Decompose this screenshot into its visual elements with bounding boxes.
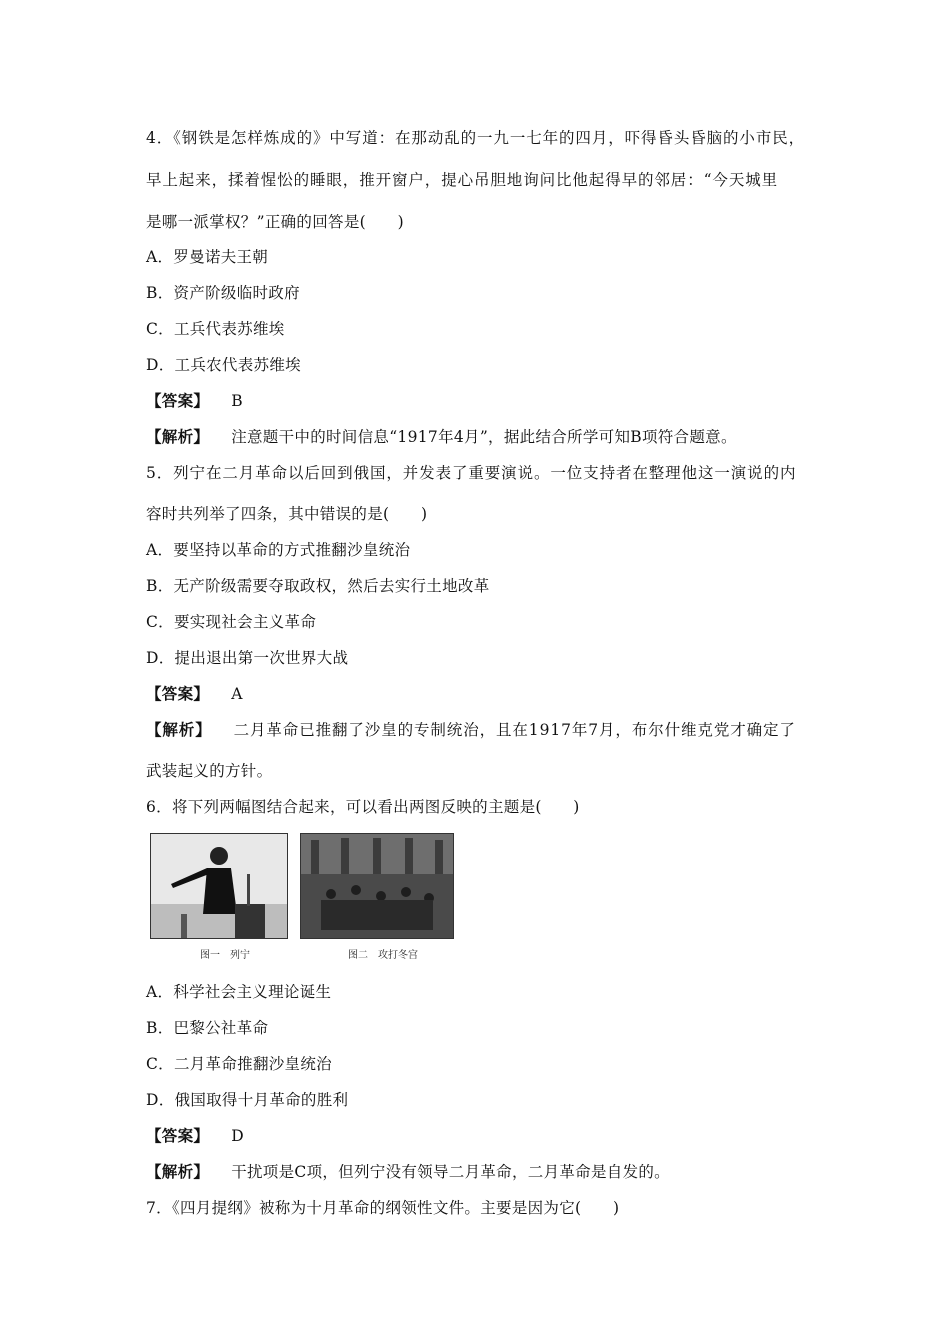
answer-value: D [231, 1127, 244, 1145]
q7-stem-line-1: 7．《四月提纲》被称为十月革命的纲领性文件。主要是因为它( ) [146, 1199, 620, 1217]
figure-1-caption: 图一 列宁 [200, 950, 250, 961]
q6-option-b: B．巴黎公社革命 [146, 1019, 269, 1037]
q4-option-d: D．工兵农代表苏维埃 [146, 356, 301, 374]
q5-option-d: D．提出退出第一次世界大战 [146, 649, 349, 667]
q4-stem-line-2: 早上起来，揉着惺忪的睡眼，推开窗户，提心吊胆地询问比他起得早的邻居：“今天城里 [146, 171, 779, 189]
q4-option-b: B．资产阶级临时政府 [146, 284, 300, 302]
answer-tag: 【答案】 [146, 684, 210, 703]
q6-option-a: A．科学社会主义理论诞生 [146, 983, 332, 1001]
figure-2-caption: 图二 攻打冬宫 [348, 950, 418, 961]
q6-answer [146, 1124, 244, 1146]
q4-option-c: C．工兵代表苏维埃 [146, 320, 285, 338]
q5-analysis [146, 718, 796, 740]
analysis-tag: 【解析】 [146, 1162, 210, 1181]
q6-option-d: D．俄国取得十月革命的胜利 [146, 1091, 349, 1109]
lenin-speech-image [150, 833, 288, 939]
answer-tag: 【答案】 [146, 391, 210, 410]
answer-tag: 【答案】 [146, 1126, 210, 1145]
q5-analysis-line-2: 武装起义的方针。 [146, 762, 273, 780]
analysis-text: 干扰项是C项，但列宁没有领导二月革命，二月革命是自发的。 [231, 1163, 670, 1181]
analysis-tag: 【解析】 [146, 427, 210, 446]
q5-stem-line-1: 5．列宁在二月革命以后回到俄国，并发表了重要演说。一位支持者在整理他这一演说的内 [146, 464, 797, 482]
q4-answer [146, 389, 243, 411]
q6-option-c: C．二月革命推翻沙皇统治 [146, 1055, 332, 1073]
q6-analysis [146, 1160, 670, 1182]
storming-winter-palace-image [300, 833, 454, 939]
q5-answer [146, 682, 243, 704]
answer-value: B [231, 392, 243, 410]
answer-value: A [231, 685, 243, 703]
q5-option-a: A．要坚持以革命的方式推翻沙皇统治 [146, 541, 411, 559]
analysis-tag: 【解析】 [146, 720, 212, 739]
q4-stem-line-3: 是哪一派掌权？”正确的回答是( ) [146, 213, 404, 231]
q5-stem-line-2: 容时共列举了四条，其中错误的是( ) [146, 505, 428, 523]
q4-stem-line-1: 4．《钢铁是怎样炼成的》中写道：在那动乱的一九一七年的四月，吓得昏头昏脑的小市民， [146, 129, 806, 147]
q5-option-b: B．无产阶级需要夺取政权，然后去实行土地改革 [146, 577, 490, 595]
q4-option-a: A．罗曼诺夫王朝 [146, 248, 269, 266]
q4-analysis [146, 425, 737, 447]
analysis-text: 二月革命已推翻了沙皇的专制统治，且在1917年7月，布尔什维克党才确定了 [233, 721, 796, 739]
analysis-text: 注意题干中的时间信息“1917年4月”，据此结合所学可知B项符合题意。 [231, 428, 737, 446]
q6-stem-line-1: 6．将下列两幅图结合起来，可以看出两图反映的主题是( ) [146, 798, 580, 816]
q5-option-c: C．要实现社会主义革命 [146, 613, 317, 631]
q6-figures [150, 833, 460, 963]
